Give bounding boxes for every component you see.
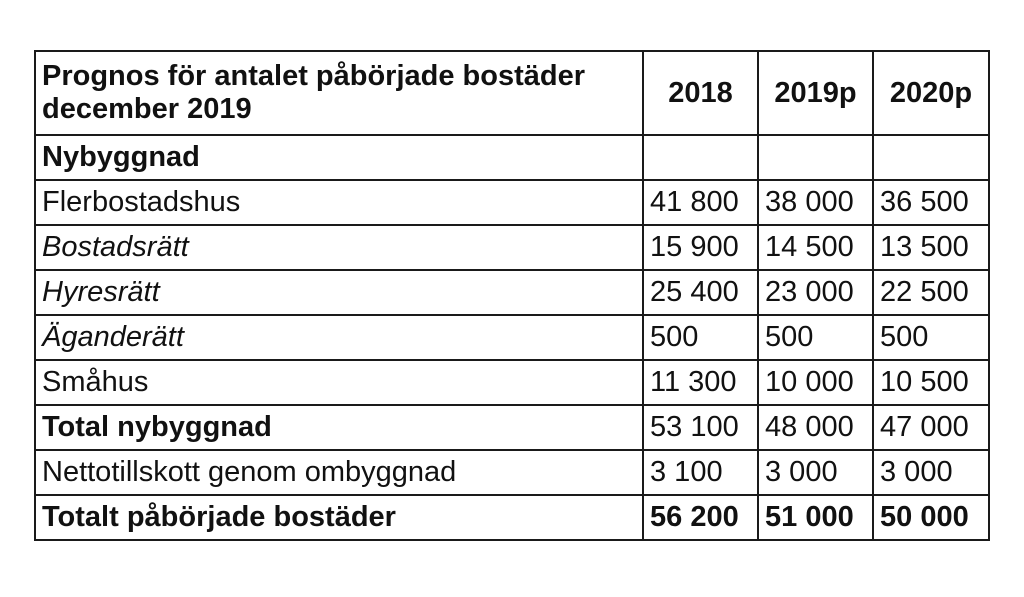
row-label: Hyresrätt xyxy=(35,270,643,315)
cell-value: 3 000 xyxy=(873,450,989,495)
table-title-line1: Prognos för antalet påbörjade bostäder xyxy=(42,60,586,92)
cell-value: 10 500 xyxy=(873,360,989,405)
cell-value: 50 000 xyxy=(873,495,989,540)
table-row xyxy=(35,135,989,180)
cell-value: 500 xyxy=(758,315,873,360)
table-header-row xyxy=(35,51,989,135)
cell-value: 11 300 xyxy=(643,360,758,405)
column-header-2020p: 2020p xyxy=(873,51,989,135)
cell-value: 41 800 xyxy=(643,180,758,225)
cell-value: 25 400 xyxy=(643,270,758,315)
cell-value: 13 500 xyxy=(873,225,989,270)
cell-value xyxy=(643,135,758,180)
row-label: Flerbostadshus xyxy=(35,180,643,225)
table-row xyxy=(35,225,989,270)
cell-value: 51 000 xyxy=(758,495,873,540)
row-label: Småhus xyxy=(35,360,643,405)
cell-value: 36 500 xyxy=(873,180,989,225)
row-label: Total nybyggnad xyxy=(35,405,643,450)
row-label: Nybyggnad xyxy=(35,135,643,180)
table-row xyxy=(35,315,989,360)
column-header-2019p: 2019p xyxy=(758,51,873,135)
table-row xyxy=(35,180,989,225)
cell-value: 3 000 xyxy=(758,450,873,495)
table-title-line2: december 2019 xyxy=(42,93,252,125)
cell-value: 38 000 xyxy=(758,180,873,225)
cell-value: 500 xyxy=(873,315,989,360)
cell-value: 10 000 xyxy=(758,360,873,405)
cell-value: 3 100 xyxy=(643,450,758,495)
cell-value xyxy=(758,135,873,180)
cell-value: 500 xyxy=(643,315,758,360)
cell-value: 56 200 xyxy=(643,495,758,540)
cell-value: 22 500 xyxy=(873,270,989,315)
table-row xyxy=(35,450,989,495)
row-label: Äganderätt xyxy=(35,315,643,360)
row-label: Totalt påbörjade bostäder xyxy=(35,495,643,540)
cell-value: 14 500 xyxy=(758,225,873,270)
housing-forecast-table xyxy=(34,50,990,541)
row-label: Nettotillskott genom ombyggnad xyxy=(35,450,643,495)
table-row xyxy=(35,270,989,315)
table-row xyxy=(35,405,989,450)
cell-value: 48 000 xyxy=(758,405,873,450)
row-label: Bostadsrätt xyxy=(35,225,643,270)
table-total-row xyxy=(35,495,989,540)
cell-value: 47 000 xyxy=(873,405,989,450)
column-header-2018: 2018 xyxy=(643,51,758,135)
table-row xyxy=(35,360,989,405)
cell-value: 53 100 xyxy=(643,405,758,450)
cell-value xyxy=(873,135,989,180)
cell-value: 23 000 xyxy=(758,270,873,315)
cell-value: 15 900 xyxy=(643,225,758,270)
table-title xyxy=(35,51,643,135)
